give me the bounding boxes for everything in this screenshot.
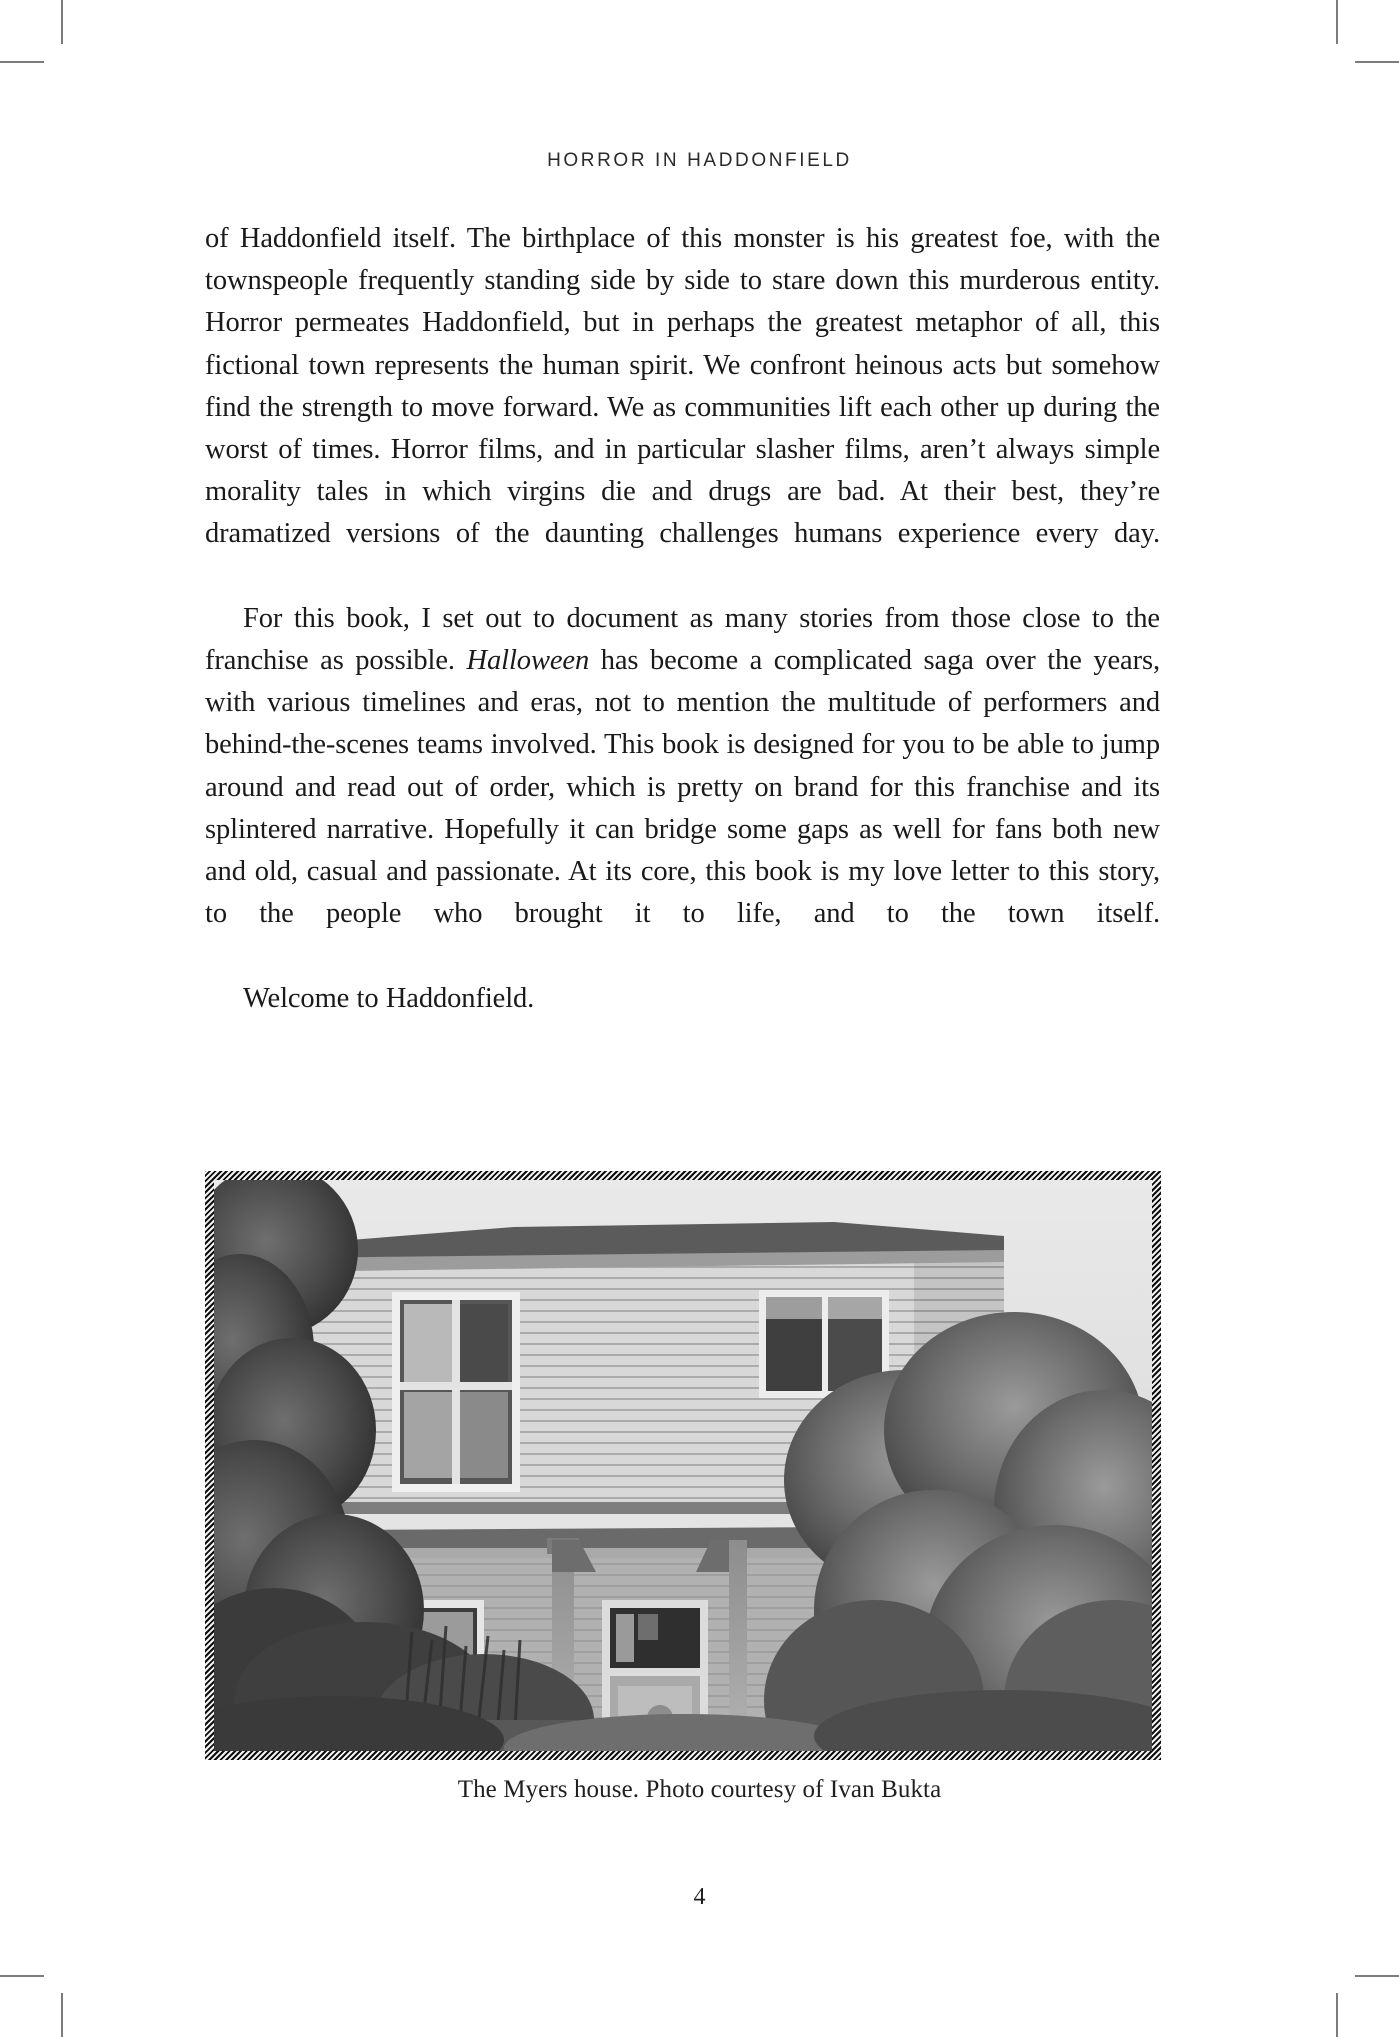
figure-caption: The Myers house. Photo courtesy of Ivan Bukta [457, 1776, 942, 1803]
crop-mark-bottom-right-horizontal [1355, 1975, 1399, 1977]
crop-mark-top-right-vertical [1336, 0, 1338, 44]
crop-mark-bottom-left-vertical [61, 1993, 63, 2037]
photo-hatched-border [205, 1171, 1161, 1760]
paragraph-text-part-2: has become a complicated saga over the years, with various timelines and eras, not to mention the multitude of performers and behind-the-scenes teams involved. This book is designed for you to be able to jump around and read out of order, which is pretty on brand for this franchise and its splintered narrative. Hopefully it can bridge some gaps as well for fans both new and old, casual and passionate. At its core, this book is my love letter to this story, to the people who brought it to life, and to the town itself. [205, 645, 1160, 930]
film-title-halloween: Halloween [466, 645, 590, 677]
body-text [205, 218, 1160, 1020]
crop-mark-top-left-vertical [61, 0, 63, 44]
crop-mark-top-right-horizontal [1355, 61, 1399, 63]
paragraph-continuation: of Haddonfield itself. The birthplace of this monster is his greatest foe, with the townspeople frequently standing side by side to stare down this murderous entity. Horror permeates Haddonfield, but in perhaps the greatest metaphor of all, this fictional town represents the human spirit. We confront heinous acts but somehow find the strength to move forward. We as communities lift each other up during the worst of times. Horror films, and in particular slasher films, aren’t always simple morality tales in which virgins die and drugs are bad. At their best, they’re dramatized versions of the daunting challenges humans experience every day. [205, 223, 1160, 550]
paragraph-text-part-1: For this book, I set out to document as many stories from those close to the franchise as possible. [205, 602, 1160, 677]
crop-mark-bottom-left-horizontal [0, 1975, 44, 1977]
figure-myers-house [205, 1171, 1161, 1760]
crop-mark-top-left-horizontal [0, 61, 44, 63]
page-number: 4 [693, 1884, 706, 1910]
paragraph-for-this-book [205, 598, 1160, 978]
photograph-image [214, 1180, 1152, 1751]
crop-mark-bottom-right-vertical [1336, 1993, 1338, 2037]
running-head: HORROR IN HADDONFIELD [547, 150, 852, 171]
paragraph-welcome: Welcome to Haddonfield. [243, 982, 535, 1014]
